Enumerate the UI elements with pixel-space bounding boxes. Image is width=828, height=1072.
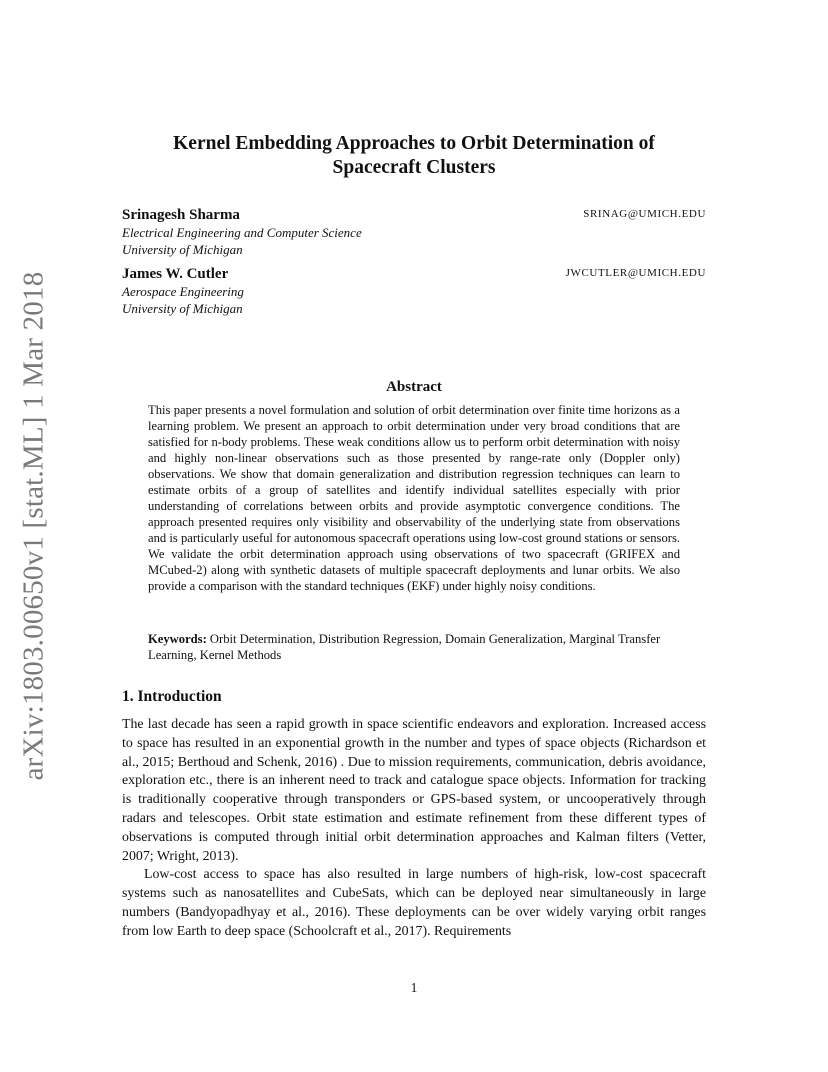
author-affiliation: Electrical Engineering and Computer Science [122,225,362,240]
title-line-2: Spacecraft Clusters [332,157,496,178]
abstract-heading: Abstract [386,379,442,395]
keywords-text: Orbit Determination, Distribution Regression, Domain Generalization, Marginal Transfer Learning, Kernel Methods [148,632,661,662]
paragraph: Low-cost access to space has also resulted in large numbers of high-risk, low-cost spacecraft systems such as nanosatellites and CubeSats, which can be deployed near simultaneously in large numbers (Bandyopadhyay et al., 2016). These deployments can be over widely varying orbit ranges from low Earth to deep space (Schoolcraft et al., 2017). Requirements [122,867,706,939]
title-line-1: Kernel Embedding Approaches to Orbit Determination of [173,133,655,154]
author-affiliation: Aerospace Engineering [122,284,244,299]
author-email: SRINAG@UMICH.EDU [583,208,706,220]
arxiv-stamp [14,271,54,781]
paper-title [122,132,706,180]
author-name: James W. Cutler [122,266,229,282]
author-email: JWCUTLER@UMICH.EDU [565,267,706,279]
arxiv-id: arXiv:1803.00650v1 [stat.ML] 1 Mar 2018 [17,271,50,781]
introduction-body [122,716,706,942]
author-name: Srinagesh Sharma [122,207,240,223]
paragraph: The last decade has seen a rapid growth in space scientific endeavors and exploration. Increased access to space has resulted in an exponential growth in the number and types of space objects (Richardson et al., 2015; Berthoud and Schenk, 2016) . Due to mission requirements, communication, debris avoidance, exploration etc., there is an inherent need to track and catalogue space objects. Information for tracking is traditionally cooperative through transponders or GPS-based system, or uncooperatively through radars and telescopes. Orbit state estimation and estimate refinement from these different types of observations is computed through initial orbit determination approaches and Kalman filters (Vetter, 2007; Wright, 2013). [122,717,706,864]
author-institution: University of Michigan [122,242,243,257]
keywords [148,631,680,663]
author-block-2 [122,265,706,317]
keywords-label: Keywords: [148,632,207,646]
abstract-text: This paper presents a novel formulation and solution of orbit determination over finite time horizons as a learning problem. We present an approach to orbit determination under very broad conditions that are satisfied for n-body problems. These weak conditions allow us to perform orbit determination with noisy and highly non-linear observations such as those presented by range-rate only (Doppler only) observations. We show that domain generalization and distribution regression techniques can learn to estimate orbits of a group of satellites and identify individual satellites especially with prior understanding of correlations between orbits and provide asymptotic convergence conditions. The approach presented requires only visibility and observability of the underlying state from observations and is particularly useful for autonomous spacecraft operations using low-cost ground stations or sensors. We validate the orbit determination approach using observations of two spacecraft (GRIFEX and MCubed-2) along with synthetic datasets of multiple spacecraft deployments and lunar orbits. We also provide a comparison with the standard techniques (EKF) under highly noisy conditions. [148,403,680,593]
author-block-1 [122,206,706,258]
page-number: 1 [410,980,418,995]
author-institution: University of Michigan [122,301,243,316]
section-heading: 1. Introduction [122,688,222,705]
